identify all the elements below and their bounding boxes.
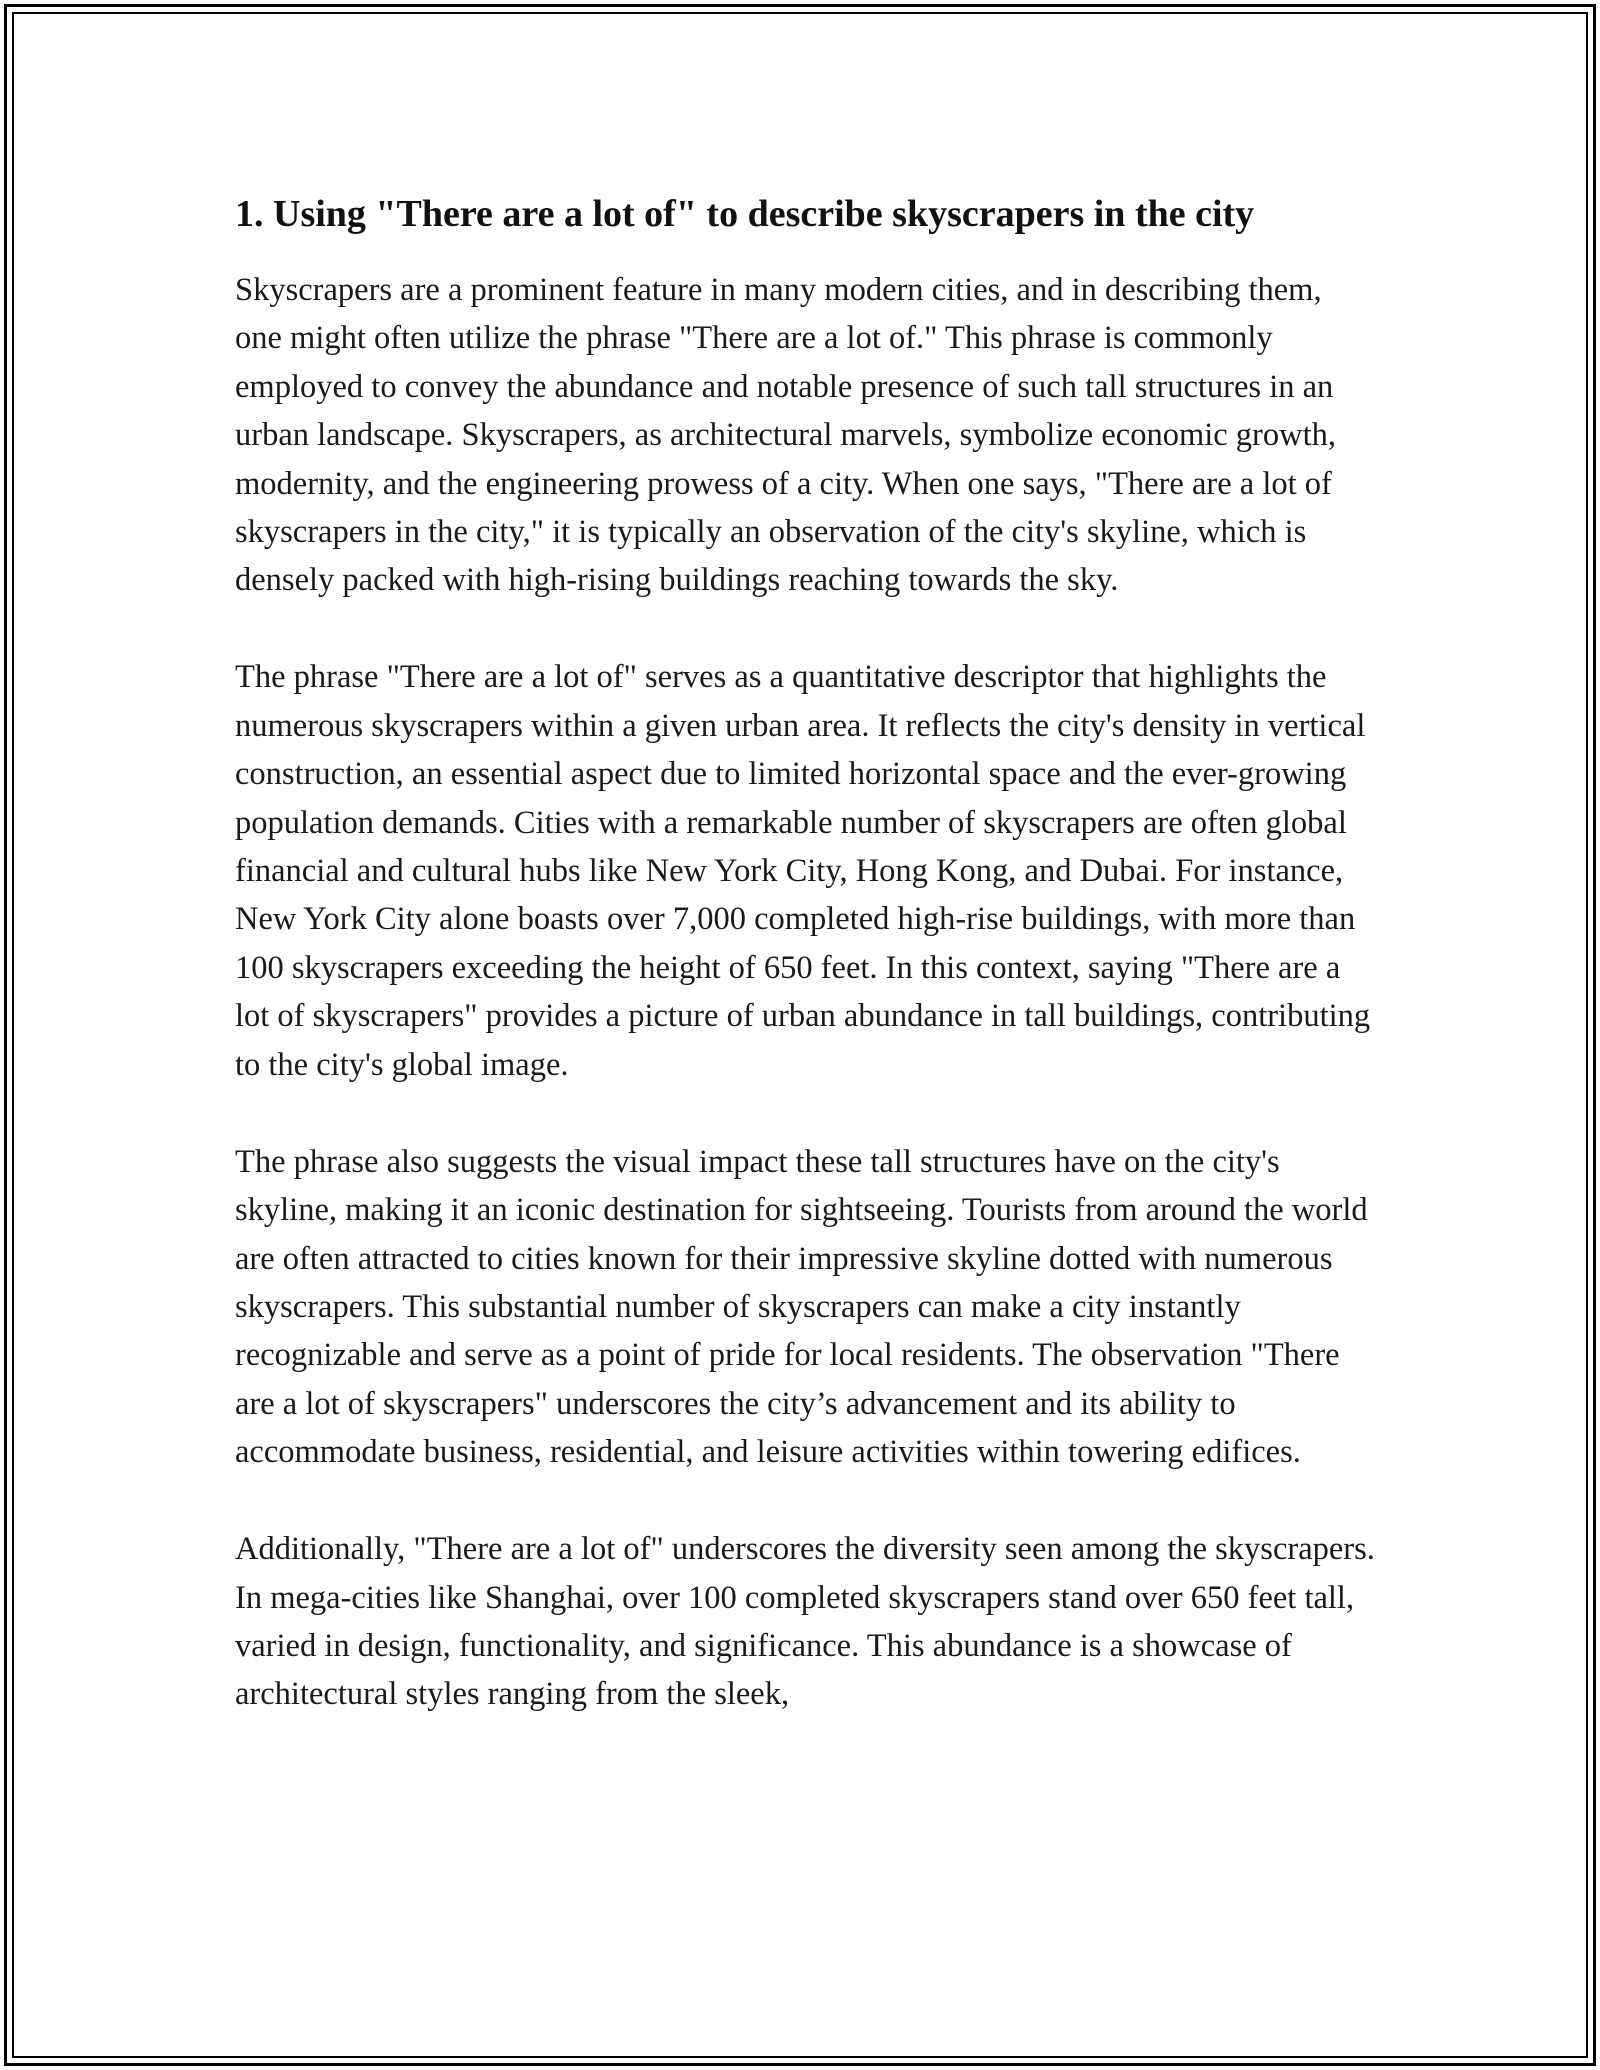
paragraph-4: Additionally, "There are a lot of" underscores the diversity seen among the skyscrapers. In mega-cities like Shanghai, over 100 completed skyscrapers stand over 650 feet tall, varied in design, functionality, and significance. This abundance is a showcase of architectural styles ranging from the sleek, bbox=[235, 1531, 1375, 1713]
section-heading: 1. Using "There are a lot of" to describe skyscrapers in the city bbox=[235, 193, 1255, 235]
paragraph-3: The phrase also suggests the visual impact these tall structures have on the city's skyline, making it an iconic destination for sightseeing. Tourists from around the world are often attracted to cities known for their impressive skyline dotted with numerous skyscrapers. This substantial number of skyscrapers can make a city instantly recognizable and serve as a point of pride for local residents. The observation "There are a lot of skyscrapers" underscores the city’s advancement and its ability to accommodate business, residential, and leisure activities within towering edifices. bbox=[235, 1143, 1368, 1471]
document-body bbox=[235, 186, 1375, 1767]
paragraph-2: The phrase "There are a lot of" serves as a quantitative descriptor that highlights the numerous skyscrapers within a given urban area. It reflects the city's density in vertical construction, an essential aspect due to limited horizontal space and the ever-growing population demands. Cities with a remarkable number of skyscrapers are often global financial and cultural hubs like New York City, Hong Kong, and Dubai. For instance, New York City alone boasts over 7,000 completed high-rise buildings, with more than 100 skyscrapers exceeding the height of 650 feet. In this context, saying "There are a lot of skyscrapers" provides a picture of urban abundance in tall buildings, contributing to the city's global image. bbox=[235, 659, 1371, 1083]
paragraph-1: Skyscrapers are a prominent feature in many modern cities, and in describing them, one might often utilize the phrase "There are a lot of." This phrase is commonly employed to convey the abundance and notable presence of such tall structures in an urban landscape. Skyscrapers, as architectural marvels, symbolize economic growth, modernity, and the engineering prowess of a city. When one says, "There are a lot of skyscrapers in the city," it is typically an observation of the city's skyline, which is densely packed with high-rising buildings reaching towards the sky. bbox=[235, 272, 1337, 599]
